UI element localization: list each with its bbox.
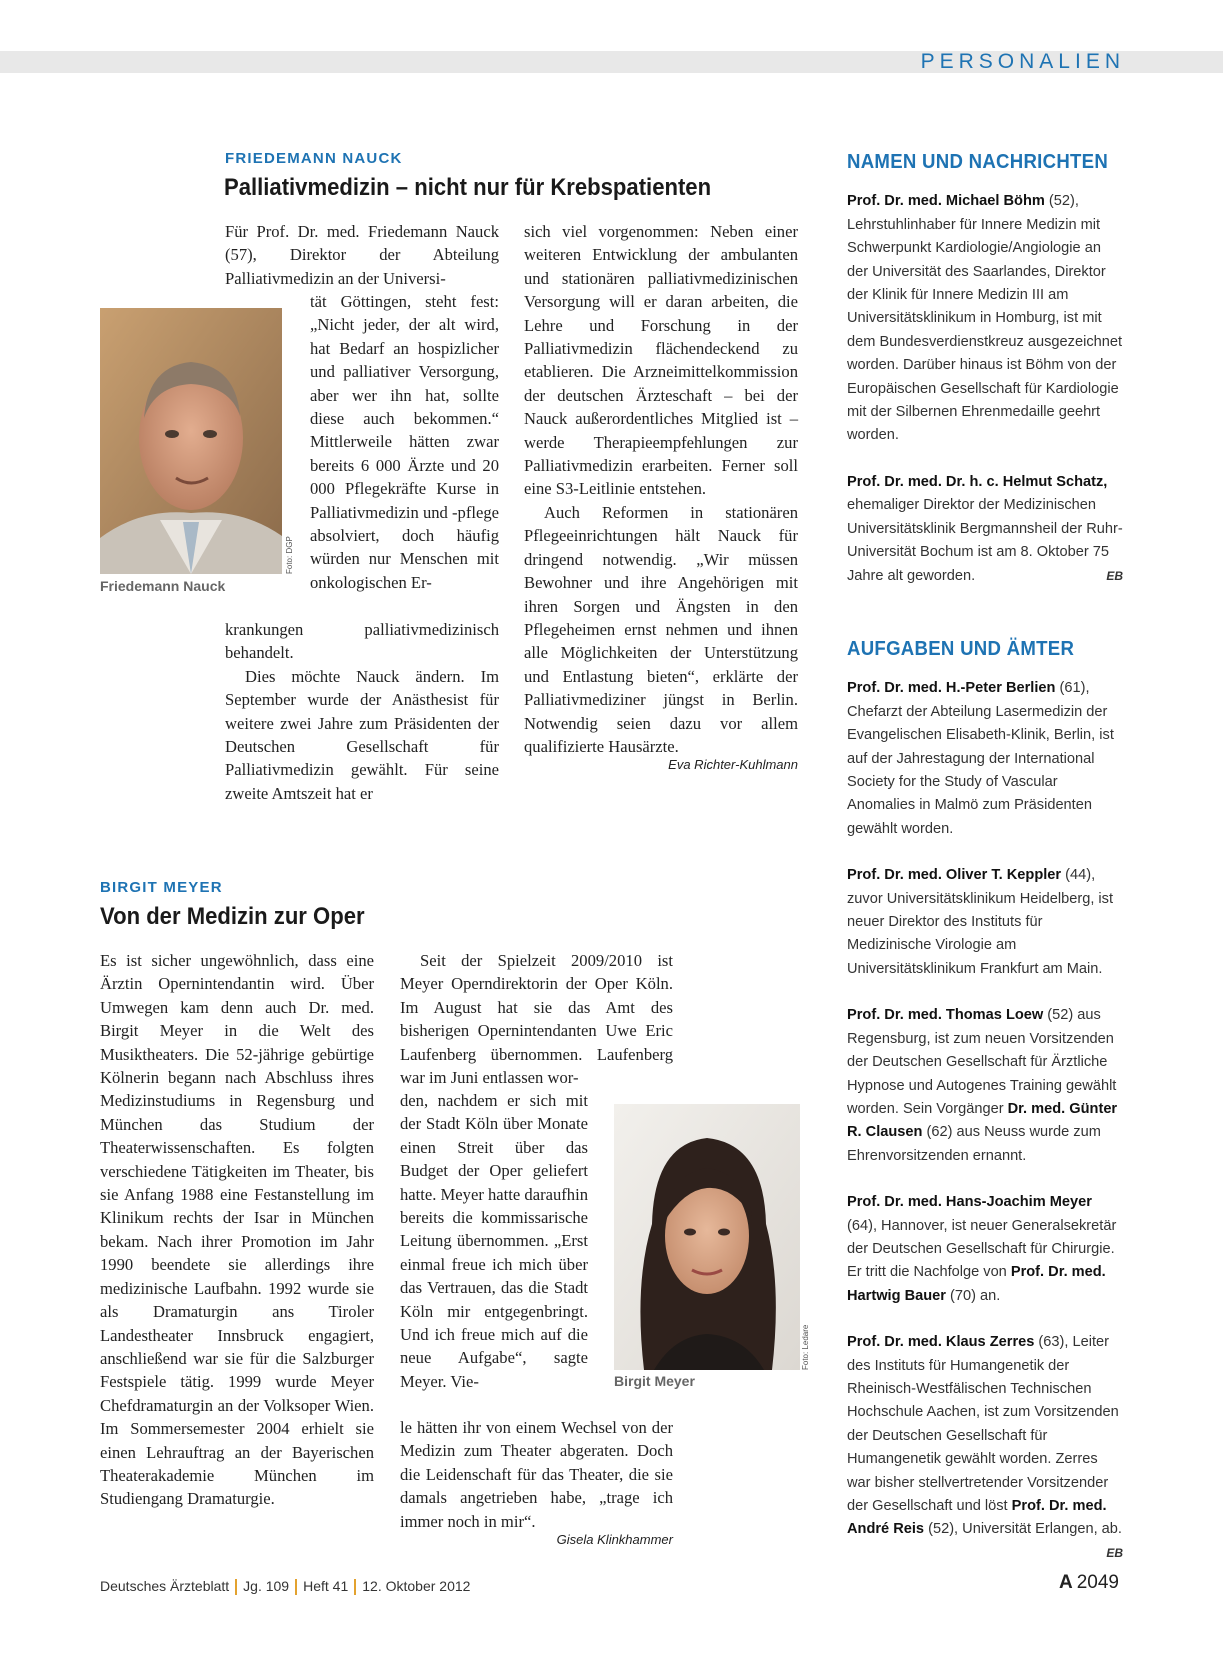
page-prefix: A <box>1058 1572 1073 1593</box>
journal-issue: Heft 41 <box>303 1578 349 1594</box>
sidebar-entry <box>847 190 1123 447</box>
article1-paragraph: Dies möchte Nauck ändern. Im September wurde der Anästhesist für weitere zwei Jahre zum Präsidenten der Deutschen Gesellschaft für Palliativmedizin gewählt. Für seine zweite Amtszeit hat er <box>225 666 499 803</box>
page-number-value: 2049 <box>1076 1572 1119 1593</box>
entry-text: (62) aus Neuss wurde zum Ehrenvorsitzenden ernannt. <box>847 1124 1101 1164</box>
entry-text: (52) aus Regensburg, ist zum neuen Vorsitzenden der Deutschen Gesellschaft für Ärztliche Hypnose und Autogenes Training gewählt worden. Sein Vorgänger <box>847 1007 1117 1117</box>
entry-text: (44), zuvor Universitätsklinikum Heidelberg, ist neuer Direktor des Instituts für Medizinische Virologie am Universitätsklinikum Frankfurt am Main. <box>847 867 1114 977</box>
person-name: Prof. Dr. med. H.-Peter Berlien <box>847 680 1056 697</box>
person-name: Prof. Dr. med. Dr. h. c. Helmut Schatz, <box>847 473 1108 490</box>
article2-col2-top <box>400 949 673 1089</box>
entry-text: (52), Lehrstuhlinhaber für Innere Medizin mit Schwerpunkt Kardiologie/Angiologie an der Universität des Saarlandes, Direktor der Klinik für Innere Medizin III am Universitätsklinikum in Homburg, ist mit dem Bundesverdienstkreuz ausgezeichnet worden. Darüber hinaus ist Böhm von der Europäischen Gesellschaft für Kardiologie mit der Silbernen Ehrenmedaille geehrt worden. <box>847 193 1123 444</box>
article1-paragraph: Auch Reformen in stationären Pflegeeinrichtungen hält Nauck für dringend notwendig. „Wir müssen Bewohner und ihre Angehörigen mit ihren Sorgen und Ängsten in den Pflegeheimen ernst nehmen und ihnen alle Möglichkeiten der Unterstützung und Entlastung bieten“, erklärte der Palliativmediziner jüngst in Berlin. Notwendig seien dazu vor allem qualifizierte Hausärzte. <box>524 502 798 756</box>
article2-headline: Von der Medizin zur Oper <box>100 903 365 930</box>
article2-col2-wrap <box>400 1089 588 1393</box>
article1-paragraph: tät Göttingen, steht fest: „Nicht jeder, der alt wird, hat Bedarf an hospizlicher und palliativer Versorgung, aber wer ihn hat, sollte diese auch bekommen.“ Mittlerweile hätten zwar bereits 6 000 Ärzte und 20 000 Pflegekräfte Kurse in Palliativmedizin und -pflege absolviert, doch häufig würden nur Menschen mit onkologischen Er- <box>310 292 499 592</box>
page-number <box>1059 1572 1119 1594</box>
sidebar-names-news <box>847 151 1123 588</box>
article2-paragraph: le hätten ihr von einem Wechsel von der Medizin zum Theater abgeraten. Doch die Leidenschaft für das Theater, die sie damals angetrieben habe, „trage ich immer noch in mir“. <box>400 1418 673 1531</box>
article2-paragraph: Seit der Spielzeit 2009/2010 ist Meyer Operndirektorin der Oper Köln. Im August hat sie das Amt des bisherigen Opernintendanten Uwe Eric Laufenberg übernommen. Laufenberg war im Juni entlassen wor- <box>400 951 673 1088</box>
article1-author: Eva Richter-Kuhlmann <box>668 757 798 773</box>
issue-date: 12. Oktober 2012 <box>362 1578 471 1594</box>
portrait-man-image <box>100 308 282 574</box>
photo-birgit-meyer <box>614 1104 800 1370</box>
article2-paragraph: Es ist sicher ungewöhnlich, dass eine Ärztin Opernintendantin wird. Über Umwegen kam denn auch Dr. med. Birgit Meyer in die Welt des Musiktheaters. Die 52-jährige gebürtige Kölnerin begann nach Abschluss ihres Medizinstudiums in Regensburg und München das Studium der Theaterwissenschaften. Es folgten verschiedene Tätigkeiten im Theater, bis sie Anfang 1988 eine Festanstellung im Klinikum rechts der Isar in München bekam. Nach ihrer Promotion im Jahr 1990 beendete sie allerdings ihre medizinische Laufbahn. 1992 wurde sie als Dramaturgin ans Tiroler Landestheater Innsbruck engagiert, anschließend war sie für die Salzburger Festspiele tätig. 1999 wurde Meyer Chefdramaturgin an der Volksoper Wien. Im Sommersemester 2004 erhielt sie einen Lehrauftrag an der Bayerischen Theaterakademie München im Studiengang Dramaturgie. <box>100 951 374 1509</box>
article1-headline: Palliativmedizin – nicht nur für Krebspatienten <box>224 174 712 201</box>
entry-text: (61), Chefarzt der Abteilung Lasermedizin der Evangelischen Elisabeth-Klinik, Berlin, ist auf der Jahrestagung der International Society for the Study of Vascular Anomalies in Malmö zum Präsidenten gewählt worden. <box>847 680 1114 837</box>
journal-name: Deutsches Ärzteblatt <box>100 1578 230 1594</box>
person-name: Prof. Dr. med. Hans-Joachim Meyer <box>847 1194 1092 1211</box>
person-name: Dr. med. Günter R. Clausen <box>847 1100 1118 1141</box>
person-name: Prof. Dr. med. André Reis <box>847 1498 1107 1538</box>
article1-col1-rest <box>225 618 499 805</box>
footer-separator <box>235 1579 237 1595</box>
author-signature: EB <box>1106 1545 1123 1560</box>
photo-caption-meyer: Birgit Meyer <box>614 1373 695 1389</box>
article2-paragraph: den, nachdem er sich mit der Stadt Köln über Monate einen Streit über das Budget der Oper geliefert hatte. Meyer hatte daraufhin bereits die kommissarische Leitung übernommen. „Erst einmal freue ich mich über das Vertrauen, das die Stadt Köln mir entgegenbringt. Und ich freue mich auf die neue Aufgabe“, sagte Meyer. Vie- <box>400 1091 588 1391</box>
person-name: Prof. Dr. med. Oliver T. Keppler <box>847 867 1062 884</box>
photo-caption-nauck: Friedemann Nauck <box>100 578 226 594</box>
person-name: Prof. Dr. med. Hartwig Bauer <box>847 1264 1106 1304</box>
section-label: PERSONALIEN <box>920 50 1125 73</box>
person-name: Prof. Dr. med. Klaus Zerres <box>847 1334 1035 1351</box>
article2-author: Gisela Klinkhammer <box>556 1532 673 1548</box>
sidebar-tasks-offices <box>847 638 1123 1565</box>
article1-paragraph: sich viel vorgenommen: Neben einer weiteren Entwicklung der ambulanten und stationären palliativmedizinischen Versorgung will er daran arbeiten, die Lehre und Forschung in der Palliativmedizin flächendeckend zu etablieren. Die Arzneimittelkommission der deutschen Ärzteschaft – bei der Nauck außerordentliches Mitglied ist – werde Therapieempfehlungen zur Palliativmedizin erarbeiten. Ferner soll eine S3-Leitlinie entstehen. <box>524 222 798 499</box>
article1-col1-top <box>225 220 499 290</box>
article1-col2 <box>524 220 798 774</box>
entry-text: (64), Hannover, ist neuer Generalsekretär der Deutschen Gesellschaft für Chirurgie. Er tritt die Nachfolge von <box>847 1217 1117 1281</box>
photo-credit-meyer: Foto: Ledare <box>801 1324 810 1370</box>
sidebar-heading: NAMEN UND NACHRICHTEN <box>847 151 1109 173</box>
sidebar-entry <box>847 677 1123 841</box>
page-footer <box>100 1578 470 1595</box>
author-signature: EB <box>1106 568 1123 583</box>
article1-col1-wrap <box>310 290 499 594</box>
article1-paragraph: Für Prof. Dr. med. Friedemann Nauck (57), Direktor der Abteilung Palliativmedizin an der Universi- <box>225 222 499 288</box>
sidebar-entry <box>847 1331 1123 1560</box>
person-name: Prof. Dr. med. Michael Böhm <box>847 193 1045 210</box>
person-name: Prof. Dr. med. Thomas Loew <box>847 1007 1044 1024</box>
article2-col2-rest <box>400 1416 673 1549</box>
entry-text: (52), Universität Erlangen, ab. <box>924 1521 1122 1538</box>
sidebar-entry <box>847 1191 1123 1308</box>
article2-col1 <box>100 949 374 1511</box>
article1-kicker: FRIEDEMANN NAUCK <box>225 150 403 167</box>
journal-volume: Jg. 109 <box>243 1578 290 1594</box>
entry-text: (63), Leiter des Instituts für Humangenetik der Rheinisch-Westfälischen Technischen Hochschule Aachen, ist zum Vorsitzenden der Deutschen Gesellschaft für Humangenetik gewählt worden. Zerres war bisher stellvertretender Vorsitzender der Gesellschaft und löst <box>847 1334 1119 1514</box>
sidebar-heading: AUFGABEN UND ÄMTER <box>847 638 1075 660</box>
article2-kicker: BIRGIT MEYER <box>100 879 223 896</box>
article1-paragraph: krankungen palliativmedizinisch behandelt. <box>225 620 499 663</box>
entry-text: (70) an. <box>945 1287 1001 1304</box>
sidebar-entry <box>847 864 1123 981</box>
sidebar-entry <box>847 1004 1123 1168</box>
portrait-woman-image <box>614 1104 800 1370</box>
photo-credit-nauck: Foto: DGP <box>285 536 294 574</box>
photo-friedemann-nauck <box>100 308 282 574</box>
footer-separator <box>354 1579 356 1595</box>
footer-separator <box>295 1579 297 1595</box>
entry-text: ehemaliger Direktor der Medizinischen Universitätsklinik Bergmannsheil der Ruhr-Universität Bochum ist am 8. Oktober 75 Jahre alt geworden. <box>847 497 1123 584</box>
sidebar-entry <box>847 471 1123 588</box>
section-banner <box>0 51 1223 73</box>
